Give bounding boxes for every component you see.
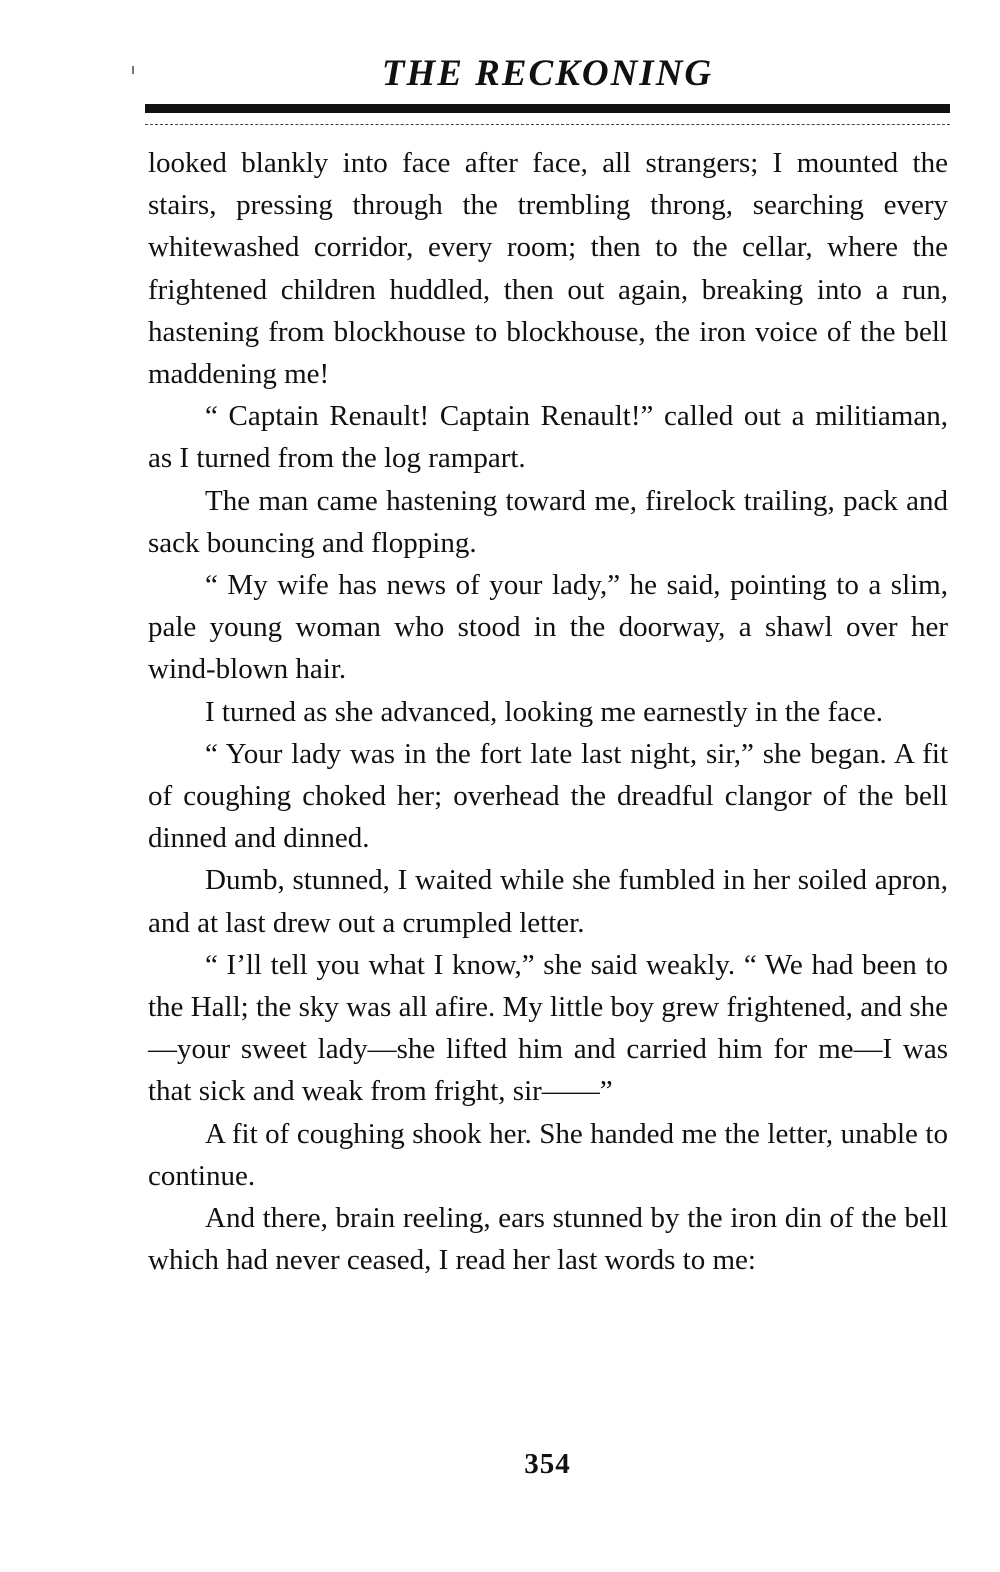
- paragraph-9: A fit of coughing shook her. She handed me the letter, unable to continue.: [148, 1117, 948, 1192]
- paragraph-3: The man came hastening toward me, firelock trailing, pack and sack bouncing and flopping.: [148, 484, 948, 559]
- paragraph-8: “ I’ll tell you what I know,” she said weakly. “ We had been to the Hall; the sky was all afire. My little boy grew frightened, and she—your sweet lady—she lifted him and carried him for me—I was that sick and weak from fright, sir——”: [148, 948, 948, 1108]
- paragraph-4: “ My wife has news of your lady,” he said, pointing to a slim, pale young woman who stood in the doorway, a shawl over her wind-blown hair.: [148, 569, 948, 686]
- header-rule-thin: [145, 124, 950, 125]
- paragraph-5: I turned as she advanced, looking me earnestly in the face.: [205, 695, 884, 728]
- paragraph-1: looked blankly into face after face, all strangers; I mounted the stairs, pressing through the trembling throng, searching every whitewashed corridor, every room; then to the cellar, where the frightened children huddled, then out again, breaking into a run, hastening from blockhouse to blockhouse, the iron voice of the bell maddening me!: [148, 147, 948, 391]
- paragraph-6: “ Your lady was in the fort late last night, sir,” she began. A fit of coughing choked her; overhead the dreadful clangor of the bell dinned and dinned.: [148, 737, 948, 855]
- paragraph-7: Dumb, stunned, I waited while she fumbled in her soiled apron, and at last drew out a crumpled letter.: [148, 864, 948, 939]
- margin-speck: [132, 66, 134, 74]
- paragraph-2: “ Captain Renault! Captain Renault!” called out a militiaman, as I turned from the log rampart.: [148, 400, 948, 475]
- header-rule-thick: [145, 104, 950, 113]
- running-head: THE RECKONING: [381, 53, 714, 94]
- paragraph-10: And there, brain reeling, ears stunned by the iron din of the bell which had never ceased, I read her last words to me:: [148, 1202, 948, 1277]
- body-text: [148, 142, 948, 1281]
- page-number: 354: [524, 1448, 571, 1480]
